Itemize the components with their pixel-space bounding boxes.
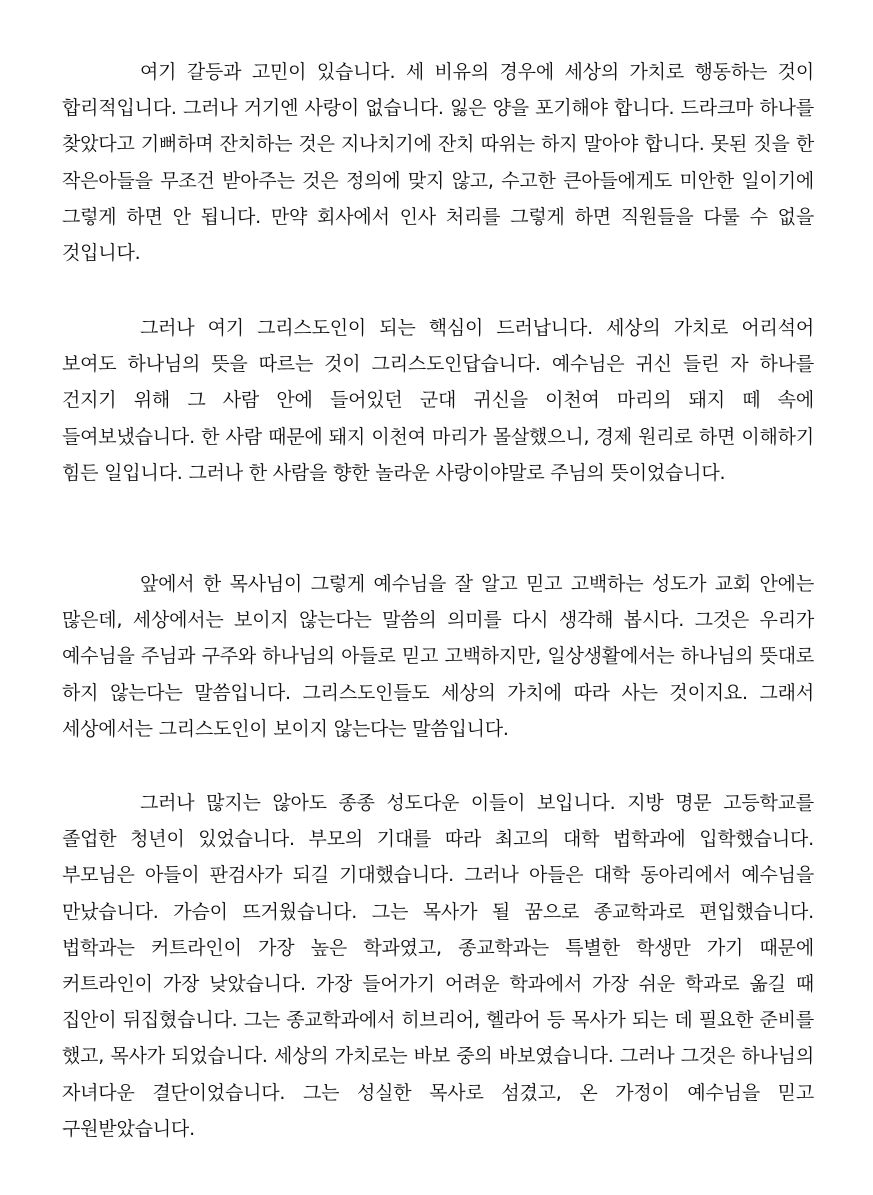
text-block (62, 566, 814, 747)
text-block (62, 310, 814, 491)
paragraph-3: 앞에서 한 목사님이 그렇게 예수님을 잘 알고 믿고 고백하는 성도가 교회 안에는 많은데, 세상에서는 보이지 않는다는 말씀의 의미를 다시 생각해 봅시다. 그것은 우리가 예수님을 주님과 구주와 하나님의 아들로 믿고 고백하지만, 일상생활에서는 하나님의 뜻대로 하지 않는다는 말씀입니다. 그리스도인들도 세상의 가치에 따라 사는 것이지요. 그래서 세상에서는 그리스도인이 보이지 않는다는 말씀입니다. (62, 573, 814, 740)
paragraph-2: 그러나 여기 그리스도인이 되는 핵심이 드러납니다. 세상의 가치로 어리석어 보여도 하나님의 뜻을 따르는 것이 그리스도인답습니다. 예수님은 귀신 들린 자 하나를 건지기 위해 그 사람 안에 들어있던 군대 귀신을 이천여 마리의 돼지 떼 속에 들여보냈습니다. 한 사람 때문에 돼지 이천여 마리가 몰살했으니, 경제 원리로 하면 이해하기 힘든 일입니다. 그러나 한 사람을 향한 놀라운 사랑이야말로 주님의 뜻이었습니다. (62, 317, 814, 484)
paragraph-1: 여기 갈등과 고민이 있습니다. 세 비유의 경우에 세상의 가치로 행동하는 것이 합리적입니다. 그러나 거기엔 사랑이 없습니다. 잃은 양을 포기해야 합니다. 드라크마 하나를 찾았다고 기뻐하며 잔치하는 것은 지나치기에 잔치 따위는 하지 말아야 합니다. 못된 짓을 한 작은아들을 무조건 받아주는 것은 정의에 맞지 않고, 수고한 큰아들에게도 미안한 일이기에 그렇게 하면 안 됩니다. 만약 회사에서 인사 처리를 그렇게 하면 직원들을 다룰 수 없을 것입니다. (62, 61, 814, 265)
paragraph-4: 그러나 많지는 않아도 종종 성도다운 이들이 보입니다. 지방 명문 고등학교를 졸업한 청년이 있었습니다. 부모의 기대를 따라 최고의 대학 법학과에 입학했습니다. 부모님은 아들이 판검사가 되길 기대했습니다. 그러나 아들은 대학 동아리에서 예수님을 만났습니다. 가슴이 뜨거웠습니다. 그는 목사가 될 꿈으로 종교학과로 편입했습니다. 법학과는 커트라인이 가장 높은 학과였고, 종교학과는 특별한 학생만 가기 때문에 커트라인이 가장 낮았습니다. 가장 들어가기 어려운 학과에서 가장 쉬운 학과로 옮길 때 집안이 뒤집혔습니다. 그는 종교학과에서 히브리어, 헬라어 등 목사가 되는 데 필요한 준비를 했고, 목사가 되었습니다. 세상의 가치로는 바보 중의 바보였습니다. 그러나 그것은 하나님의 자녀다운 결단이었습니다. 그는 성실한 목사로 섬겼고, 온 가정이 예수님을 믿고 구원받았습니다. (62, 792, 814, 1140)
text-block (62, 785, 814, 1147)
text-block (62, 54, 814, 271)
